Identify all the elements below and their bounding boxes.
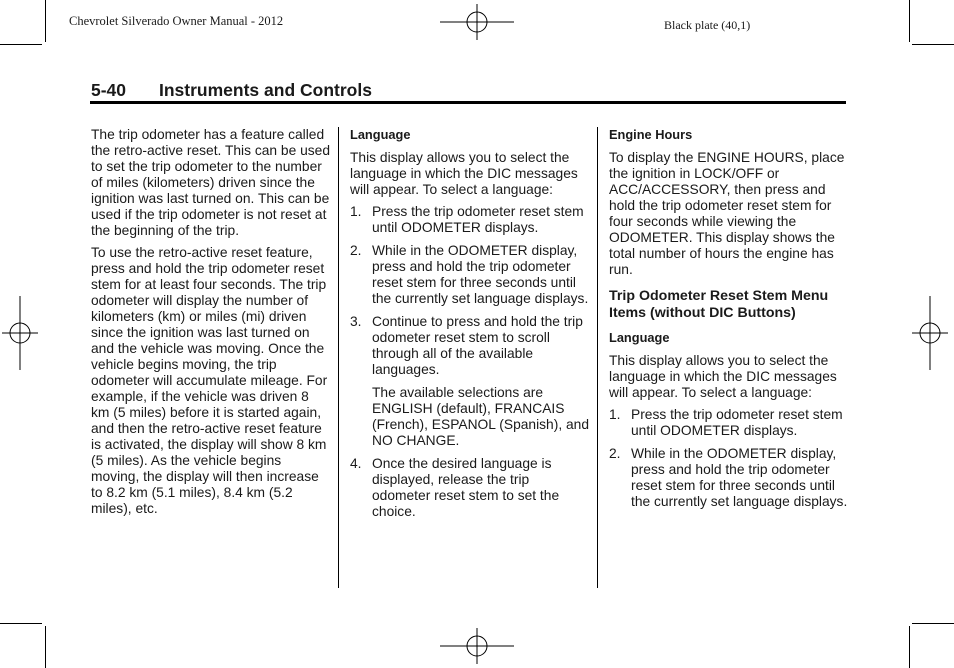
crop-mark bbox=[0, 44, 42, 45]
subheading-language: Language bbox=[609, 330, 670, 345]
list-item bbox=[350, 243, 590, 307]
manual-title: Chevrolet Silverado Owner Manual - 2012 bbox=[69, 14, 284, 28]
list-item bbox=[609, 407, 849, 439]
step-number: 4. bbox=[350, 456, 362, 471]
paragraph: This display allows you to select the language in which the DIC messages will appear. To select a language: bbox=[350, 150, 578, 197]
step-number: 2. bbox=[609, 446, 621, 461]
column-divider bbox=[338, 127, 339, 588]
registration-mark-top bbox=[440, 4, 514, 40]
subheading-engine-hours: Engine Hours bbox=[609, 127, 693, 142]
crop-mark bbox=[909, 0, 910, 42]
page-number: 5-40 bbox=[91, 80, 127, 100]
step-number: 2. bbox=[350, 243, 362, 258]
crop-mark bbox=[912, 44, 954, 45]
step-text: While in the ODOMETER display, press and hold the trip odometer reset stem for three seconds until the currently set language displays. bbox=[372, 243, 589, 306]
crop-mark bbox=[0, 623, 42, 624]
registration-mark-bottom bbox=[440, 628, 514, 664]
step-text: Press the trip odometer reset stem until ODOMETER displays. bbox=[372, 204, 584, 235]
crop-mark bbox=[912, 623, 954, 624]
paragraph: To display the ENGINE HOURS, place the ignition in LOCK/OFF or ACC/ACCESSORY, then press and hold the trip odometer reset stem for four seconds while viewing the ODOMETER. This display shows the total number of hours the engine has run. bbox=[609, 150, 845, 277]
section-name: Instruments and Controls bbox=[159, 80, 372, 100]
column-divider bbox=[597, 127, 598, 588]
step-number: 3. bbox=[350, 314, 362, 329]
title-rule bbox=[90, 101, 846, 104]
steps-list bbox=[609, 407, 849, 510]
step-text: While in the ODOMETER display, press and hold the trip odometer reset stem for three seconds until the currently set language displays. bbox=[631, 446, 848, 509]
column-2 bbox=[350, 127, 590, 527]
step-number: 1. bbox=[609, 407, 621, 422]
subheading-language: Language bbox=[350, 127, 411, 142]
step-note: The available selections are ENGLISH (default), FRANCAIS (French), ESPANOL (Spanish), and NO CHANGE. bbox=[372, 385, 590, 448]
list-item bbox=[350, 204, 590, 236]
step-text: Once the desired language is displayed, release the trip odometer reset stem to set the choice. bbox=[372, 456, 560, 519]
step-text: Press the trip odometer reset stem until ODOMETER displays. bbox=[631, 407, 843, 438]
list-item bbox=[350, 456, 590, 520]
list-item bbox=[350, 314, 590, 449]
crop-mark bbox=[909, 626, 910, 668]
heading-trip-odometer-menu: Trip Odometer Reset Stem Menu Items (without DIC Buttons) bbox=[609, 288, 829, 321]
paragraph: The trip odometer has a feature called the retro-active reset. This can be used to set the trip odometer to the number of miles (kilometers) driven since the ignition was last turned on. This can be used if the trip odometer is not reset at the beginning of the trip. bbox=[91, 127, 331, 238]
registration-mark-left bbox=[2, 296, 38, 370]
step-number: 1. bbox=[350, 204, 362, 219]
page-title bbox=[91, 80, 372, 101]
plate-label: Black plate (40,1) bbox=[664, 18, 751, 32]
registration-mark-right bbox=[912, 296, 948, 370]
crop-mark bbox=[45, 626, 46, 668]
paragraph: This display allows you to select the language in which the DIC messages will appear. To select a language: bbox=[609, 353, 837, 400]
column-3 bbox=[609, 127, 849, 517]
column-1 bbox=[91, 127, 331, 523]
crop-mark bbox=[45, 0, 46, 42]
step-text: Continue to press and hold the trip odometer reset stem to scroll through all of the available languages. bbox=[372, 314, 583, 377]
list-item bbox=[609, 446, 849, 510]
steps-list bbox=[350, 204, 590, 520]
paragraph: To use the retro-active reset feature, press and hold the trip odometer reset stem for at least four seconds. The trip odometer will display the number of kilometers (km) or miles (mi) driven since the ignition was last turned on and the vehicle was moving. Once the vehicle begins moving, the trip odometer will accumulate mileage. For example, if the vehicle was driven 8 km (5 miles) before it is started again, and then the retro-active reset feature is activated, the display will show 8 km (5 miles). As the vehicle begins moving, the display will then increase to 8.2 km (5.1 miles), 8.4 km (5.2 miles), etc. bbox=[91, 245, 328, 516]
